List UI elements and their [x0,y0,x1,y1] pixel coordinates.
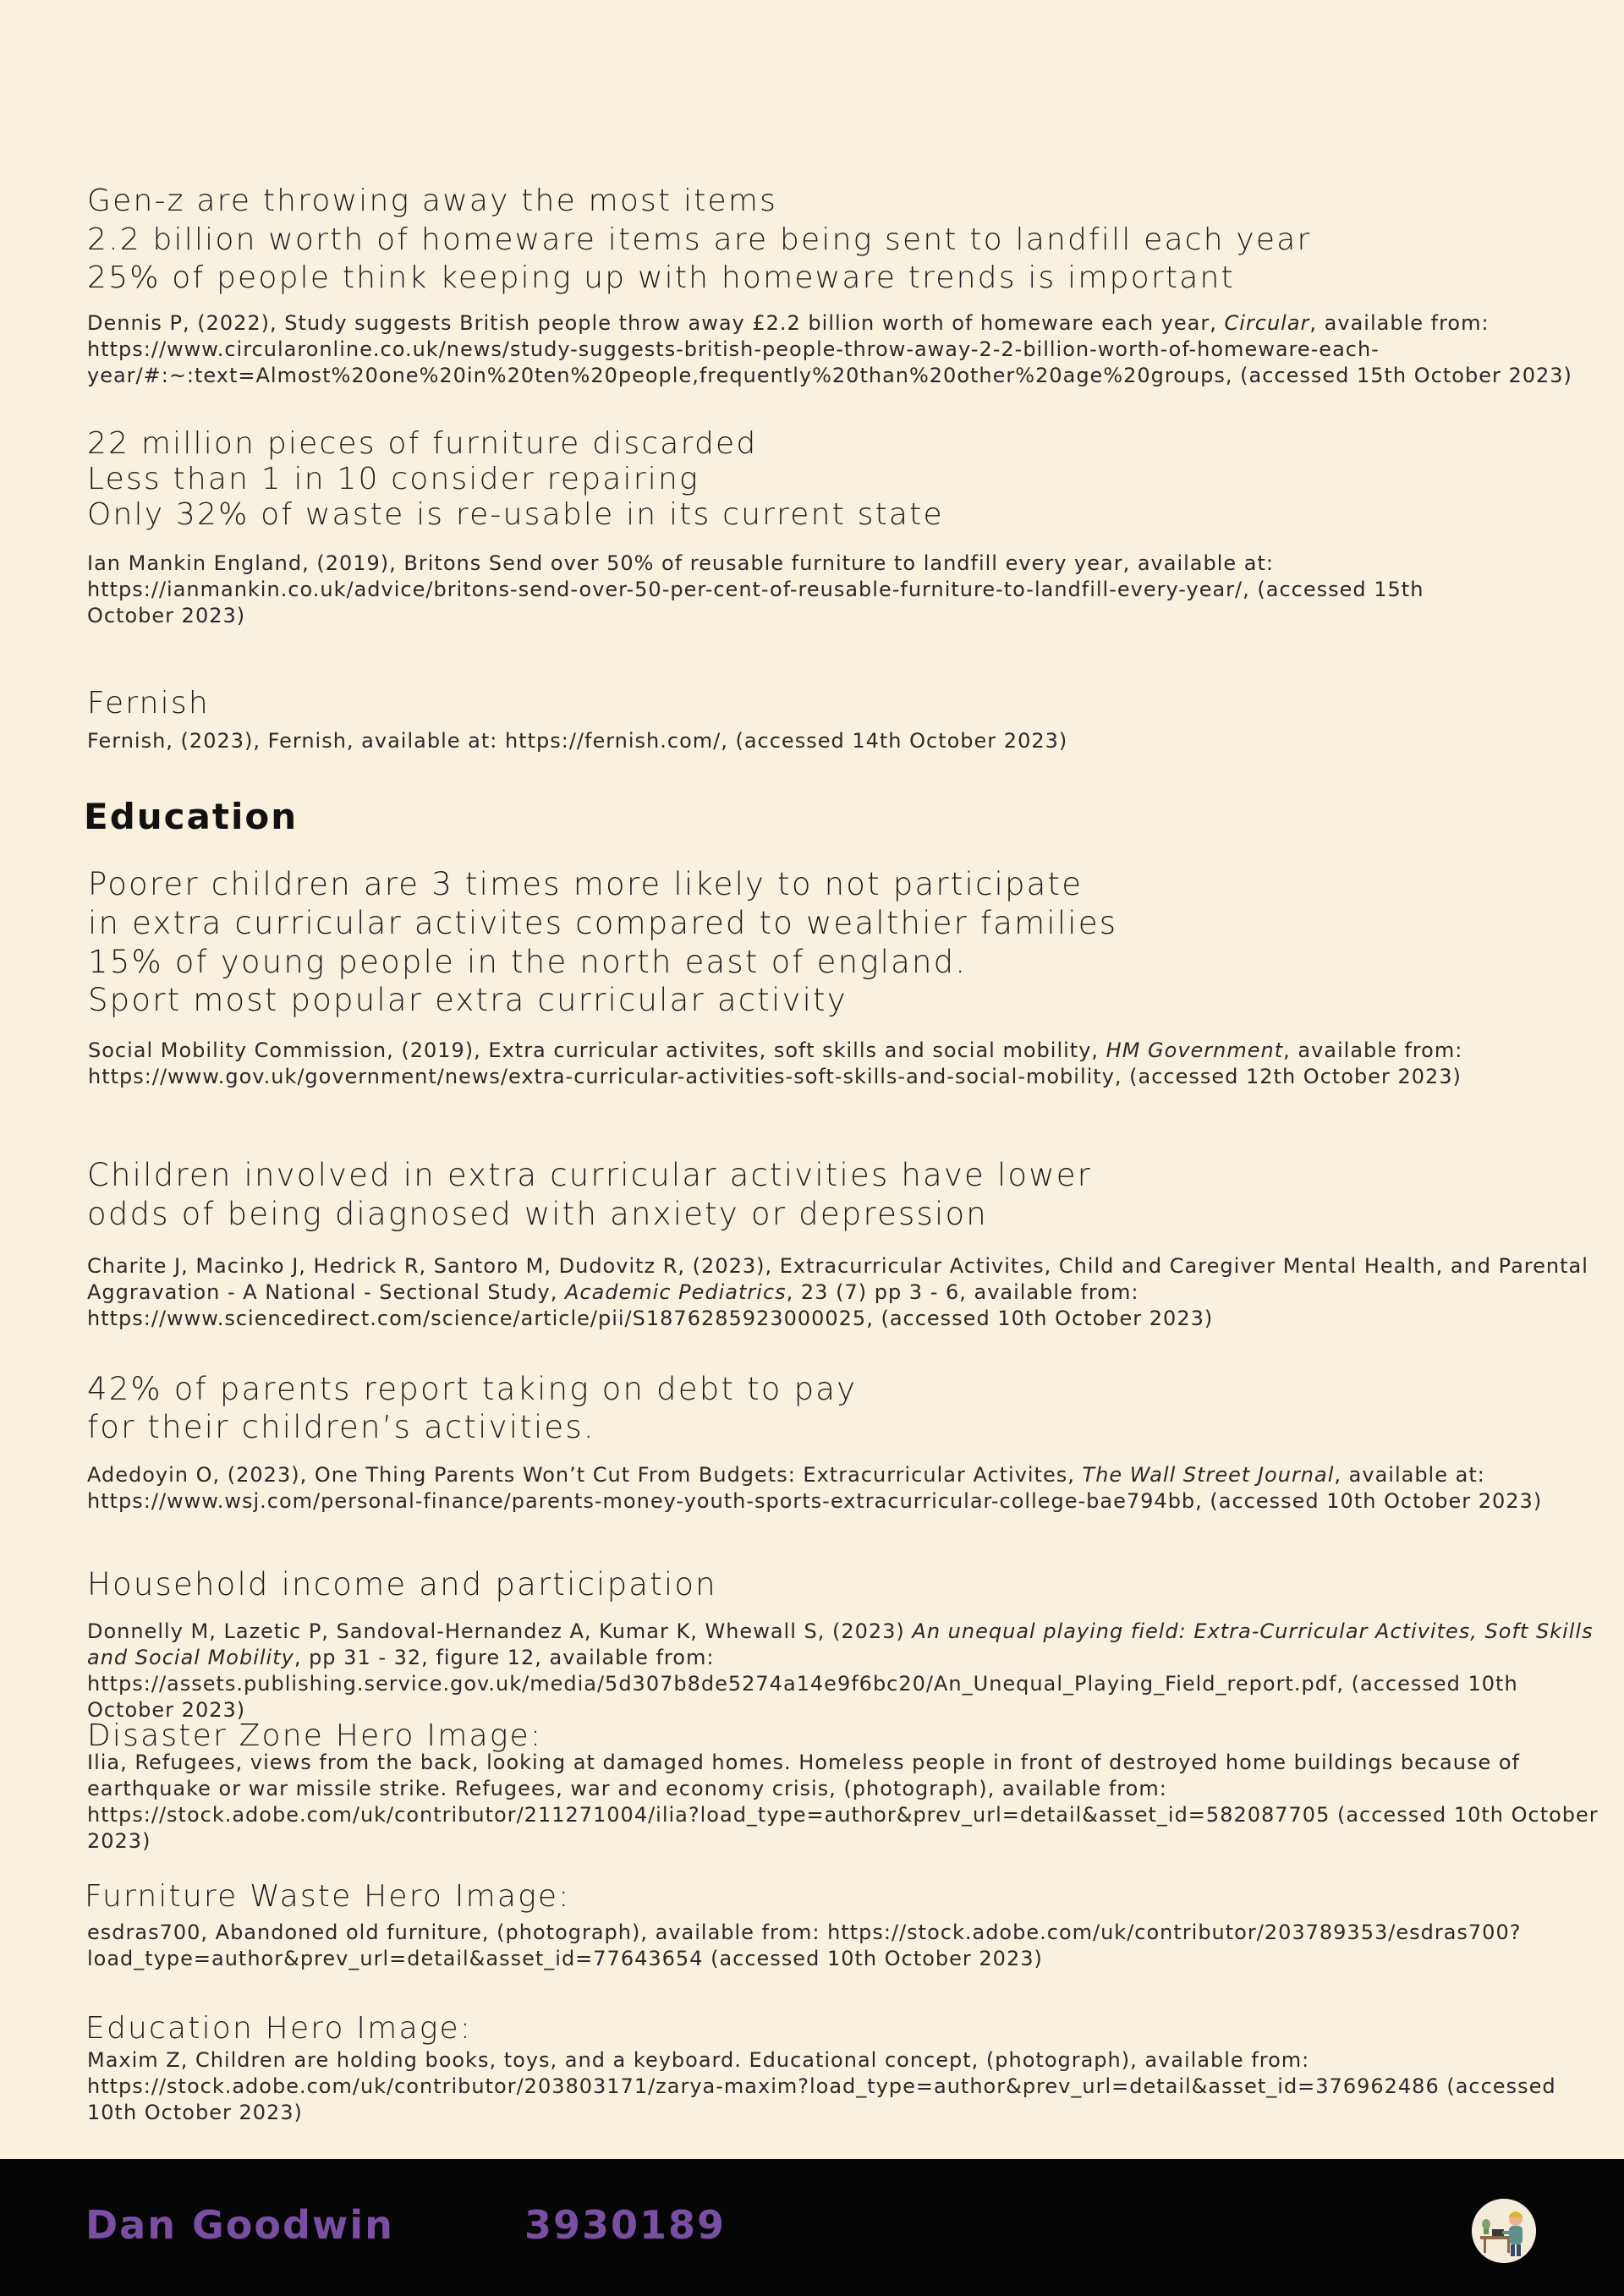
subsection-title: Disaster Zone Hero Image: [87,1718,543,1753]
stat-line: odds of being diagnosed with anxiety or depression [87,1196,988,1232]
reference-text: , 23 (7) pp 3 - 6, available from: https://www.sciencedirect.com/science/article/pii/S1876285923000025, (accessed 10th October 2023) [87,1280,1214,1330]
reference-source: Academic Pediatrics [564,1280,787,1304]
stat-line: Sport most popular extra curricular activity [88,982,848,1018]
reference-citation: Ilia, Refugees, views from the back, looking at damaged homes. Homeless people in front of destroyed home buildings because of earthquake or war missile strike. Refugees, war and economy crisis, (photograph), available from: https://stock.adobe.com/uk/contributor/211271004/ilia?load_type=author&prev_url=detail&asset_id=582087705 (accessed 10th October 2023) [87,1751,1599,1853]
reference-text: Social Mobility Commission, (2019), Extra curricular activites, soft skills and social mobility, [88,1038,1106,1062]
reference-citation [87,1619,1610,1723]
reference-text: , available at: https://www.wsj.com/personal-finance/parents-money-youth-sports-extracurricular-college-bae794bb, (accessed 10th October 2023) [87,1463,1543,1513]
stat-line: Children involved in extra curricular activities have lower [87,1157,1093,1193]
subsection-title: Education Hero Image: [85,2011,473,2046]
reference-citation: Ian Mankin England, (2019), Britons Send over 50% of reusable furniture to landfill every year, available at: https://ianmankin.co.uk/advice/britons-send-over-50-per-cent-of-reusable-furniture-to-landfill-every-year/, (accessed 15th October 2023) [87,551,1424,627]
reference-text: Dennis P, (2022), Study suggests British people throw away £2.2 billion worth of homeware each year, [87,311,1225,335]
stat-line: 25% of people think keeping up with homeware trends is important [87,260,1235,295]
reference-text: Adedoyin O, (2023), One Thing Parents Won’t Cut From Budgets: Extracurricular Activites, [87,1463,1083,1487]
reference-source: The Wall Street Journal [1082,1463,1335,1487]
reference-source: HM Government [1106,1038,1284,1062]
stat-line: 2.2 billion worth of homeware items are being sent to landfill each year [87,222,1312,257]
subsection-title: Household income and participation [87,1566,717,1603]
subsection-title: Furniture Waste Hero Image: [85,1879,571,1914]
reference-citation: esdras700, Abandoned old furniture, (photograph), available from: https://stock.adobe.com/uk/contributor/203789353/esdras700?load_type=author&prev_url=detail&asset_id=77643654 (accessed 10th October 2023) [87,1921,1522,1970]
reference-text: Charite J, Macinko J, Hedrick R, Santoro M, Dudovitz R, (2023), Extracurricular Activites, Child and Caregiver Mental Health, and Parental Aggravation - A National - Sectional Study, [87,1254,1588,1304]
reference-source: Circular [1224,311,1310,335]
reference-citation: Fernish, (2023), Fernish, available at: https://fernish.com/, (accessed 14th October 2023) [87,729,1068,753]
stat-line: Only 32% of waste is re-usable in its current state [87,497,944,532]
person-at-desk-icon [1472,2199,1536,2263]
reference-citation [87,1462,1610,1515]
stat-line: 22 million pieces of furniture discarded [87,426,758,461]
reference-citation [88,1038,1610,1090]
subsection-title: Fernish [87,686,210,721]
stat-line: Poorer children are 3 times more likely to not participate [88,866,1084,902]
reference-citation [87,310,1610,389]
reference-citation [87,1253,1610,1332]
reference-text: , available from: https://www.gov.uk/government/news/extra-curricular-activities-soft-skills-and-social-mobility, (accessed 12th October 2023) [88,1038,1463,1088]
reference-text: , pp 31 - 32, figure 12, available from: https://assets.publishing.service.gov.uk/media/5d307b8de5274a14e9f6bc20/An_Unequal_Playing_Field_report.pdf, (accessed 10th October 2023) [87,1646,1518,1722]
stat-line: 15% of young people in the north east of england. [88,944,968,980]
reference-text: Donnelly M, Lazetic P, Sandoval-Hernandez A, Kumar K, Whewall S, (2023) [87,1619,913,1643]
stat-line: Gen-z are throwing away the most items [87,184,778,218]
stat-line: in extra curricular activites compared to wealthier families [88,905,1118,941]
author-name: Dan Goodwin [85,2202,394,2248]
reference-citation: Maxim Z, Children are holding books, toys, and a keyboard. Educational concept, (photograph), available from: https://stock.adobe.com/uk/contributor/203803171/zarya-maxim?load_type=author&prev_url=detail&asset_id=376962486 (accessed 10th October 2023) [87,2048,1556,2124]
reference-source: An unequal playing field: Extra-Curricular Activites, Soft Skills and Social Mobility [87,1619,1594,1669]
reference-text: , available from: https://www.circularonline.co.uk/news/study-suggests-british-people-throw-away-2-2-billion-worth-of-homeware-each-year/#:~:text=Almost%20one%20in%20ten%20people,frequently%20than%20other%20age%20groups, (accessed 15th October 2023) [87,311,1572,387]
stat-line: Less than 1 in 10 consider repairing [87,462,700,496]
stat-line: for their children’s activities. [87,1409,595,1445]
student-id: 3930189 [524,2202,727,2248]
page-footer [0,2159,1624,2296]
stat-line: 42% of parents report taking on debt to pay [87,1371,858,1407]
section-title: Education [84,796,299,837]
